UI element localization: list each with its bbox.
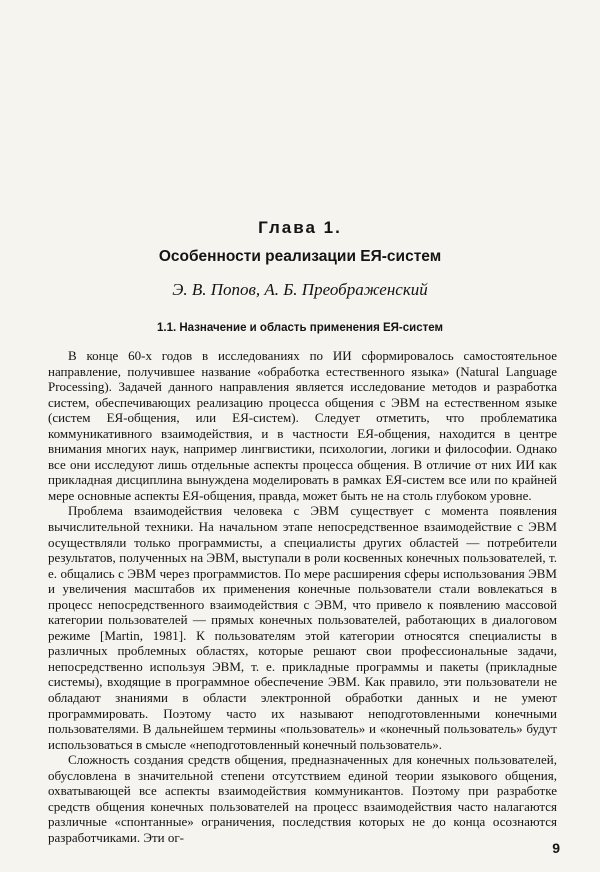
paragraph-1: В конце 60-х годов в исследованиях по ИИ сформировалось самостоятельное направление, получившее название «обработка естественного языка» (Natural Language Processing). Задачей данного направления является исследование методов и разработка систем, обеспечивающих реализацию процесса общения с ЭВМ на естественном языке (систем ЕЯ-общения, или ЕЯ-систем). Следует отметить, что проблематика коммуникативного взаимодействия, и в частности ЕЯ-общения, находится в центре внимания многих наук, например лингвистики, психологии, логики и философии. Однако все они исследуют лишь отдельные аспекты процесса общения. В отличие от них ИИ как прикладная дисциплина вынуждена моделировать в рамках ЕЯ-систем все или по крайней мере основные аспекты ЕЯ-общения, правда, может быть не на столь глубоком уровне. — [48, 348, 557, 503]
chapter-authors: Э. В. Попов, А. Б. Преображенский — [172, 280, 428, 299]
paragraph-3: Сложность создания средств общения, предназначенных для конечных пользователей, обусловлена в значительной степени отсутствием единой теории языкового общения, охватывающей все аспекты взаимодействия коммуникантов. Поэтому при разработке средств общения конечных пользователей на процесс взаимодействия часто налагаются различные «спонтанные» ограничения, последствия которых не до конца осознаются разработчиками. Эти ог- — [48, 752, 557, 845]
chapter-label: Глава 1. — [258, 218, 342, 237]
chapter-title: Особенности реализации ЕЯ-систем — [158, 248, 442, 265]
section-heading: 1.1. Назначение и область применения ЕЯ-систем — [157, 322, 443, 334]
page-number: 9 — [552, 840, 560, 856]
body-text — [48, 348, 557, 846]
paragraph-2: Проблема взаимодействия человека с ЭВМ существует с момента появления вычислительной техники. На начальном этапе непосредственное взаимодействие с ЭВМ осуществляли только программисты, а специалисты других областей — потребители результатов, полученных на ЭВМ, выступали в роли косвенных конечных пользователей, т. е. общались с ЭВМ через программистов. По мере расширения сферы использования ЭВМ и увеличения масштабов их применения конечные пользователи стали вовлекаться в процесс непосредственного взаимодействия с ЭВМ, что привело к появлению массовой категории пользователей — прямых конечных пользователей, работающих в диалоговом режиме [Martin, 1981]. К пользователям этой категории относятся специалисты в различных проблемных областях, которые решают свои профессиональные задачи, непосредственно используя ЭВМ, т. е. прикладные программы и пакеты (прикладные системы), входящие в программное обеспечение ЭВМ. Как правило, эти пользователи не обладают знаниями в области электронной обработки данных и не умеют программировать. Поэтому часто их называют неподготовленными конечными пользователями. В дальнейшем термины «пользователь» и «конечный пользователь» будут использоваться в смысле «неподготовленный конечный пользователь». — [48, 503, 557, 752]
